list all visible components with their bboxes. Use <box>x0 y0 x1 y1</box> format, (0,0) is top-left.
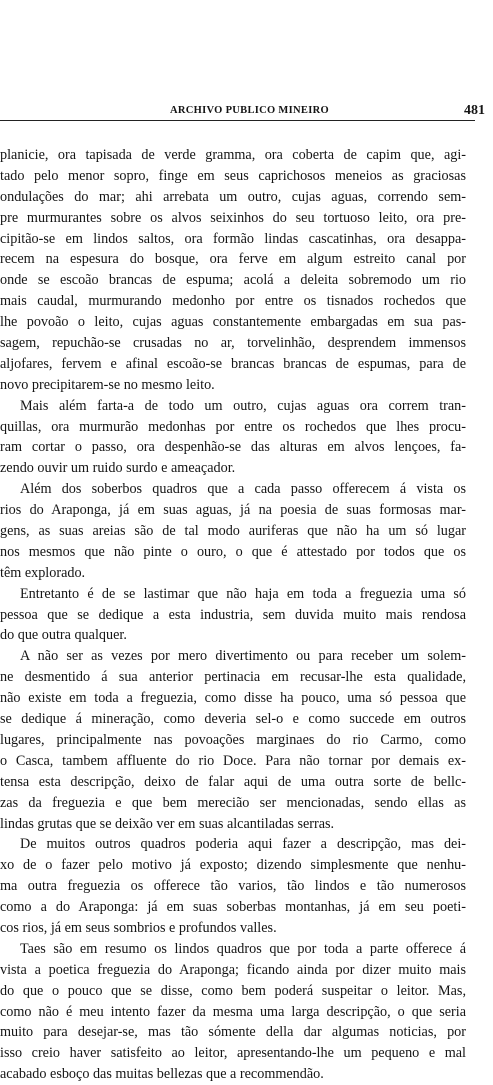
text-line: como não é meu intento fazer da mesma uma larga descripção, o que seria <box>0 1003 466 1020</box>
text-line: quillas, ora murmurão medonhas por entre os rochedos que lhes procu- <box>0 418 466 435</box>
paragraph <box>0 834 466 938</box>
paragraph <box>0 396 466 480</box>
text-line: se dedique á mineração, como deveria sel-o e como succede em outros <box>0 711 466 728</box>
text-line: tensa esta descripção, deixo de falar aqui de uma outra sorte de bellc- <box>0 773 466 790</box>
text-line: não existe em toda a freguezia, como disse ha pouco, uma só pessoa que <box>0 690 466 707</box>
text-line: isso creio haver satisfeito ao leitor, apresentando-lhe um pequeno e mal <box>0 1045 466 1062</box>
text-line: ma outra freguezia os offerece tão varios, tão lindos e tão numerosos <box>0 878 466 895</box>
paragraph <box>0 479 466 583</box>
text-line: do que o pouco que se disse, como bem poderá suspeitar o leitor. Mas, <box>0 982 466 999</box>
text-line: têm explorado. <box>0 564 86 581</box>
paragraph <box>0 584 466 647</box>
text-line: recem na espesura do bosque, ora ferve em algum estreito canal por <box>0 251 466 268</box>
text-line: vista a poetica freguezia do Araponga; ficando ainda por dizer muito mais <box>0 961 466 978</box>
text-line: lugares, principalmente nas povoações marginaes do rio Carmo, como <box>0 731 466 748</box>
text-line: mais caudal, murmurando medonho por entre os tisnados rochedos que <box>0 293 466 310</box>
text-line: acabado esboço das muitas bellezas que a recommendão. <box>0 1066 324 1083</box>
paragraph <box>0 939 466 1085</box>
running-title: ARCHIVO PUBLICO MINEIRO <box>170 105 329 116</box>
text-line: Além dos soberbos quadros que a cada passo offerecem á vista os <box>20 481 466 498</box>
text-line: pre murmurantes sobre os alvos seixinhos do seu tortuoso leito, ora pre- <box>0 209 466 226</box>
text-line: aljofares, fervem e afinal escoão-se brancas brancas de espumas, para de <box>0 355 466 372</box>
text-line: nos mesmos que não pinte o ouro, o que é attestado por todos que os <box>0 543 466 560</box>
paragraph <box>0 145 466 396</box>
text-line: muito para desejar-se, mas tão sómente della dar algumas noticias, por <box>0 1024 466 1041</box>
text-line: xo de o fazer pelo motivo já exposto; dizendo simplesmente que nenhu- <box>0 857 466 874</box>
text-line: planicie, ora tapisada de verde gramma, ora coberta de capim que, agi- <box>0 147 466 163</box>
paragraph <box>0 646 466 834</box>
text-line: ondulações do mar; ahi arrebata um outro, cujas aguas, correndo sem- <box>0 188 466 205</box>
text-line: De muitos outros quadros poderia aqui fazer a descripção, mas dei- <box>20 836 466 853</box>
body-text <box>0 145 466 1085</box>
page-number: 481 <box>464 103 485 118</box>
text-line: lhe povoão o leito, cujas aguas constantemente embargadas em sua pas- <box>0 314 466 331</box>
text-line: do que outra qualquer. <box>0 627 127 644</box>
text-line: Taes são em resumo os lindos quadros que por toda a parte offerece á <box>20 940 466 957</box>
text-line: Mais além farta-a de todo um outro, cujas aguas ora correm tran- <box>20 397 466 414</box>
text-line: onde se escoão brancas de espuma; acolá a deleita sobremodo um rio <box>0 272 466 289</box>
text-line: rios do Araponga, já em suas aguas, já na poesia de suas formosas mar- <box>0 502 466 519</box>
text-line: tado pelo menor sopro, finge em seus caprichosos meneios as graciosas <box>0 167 466 184</box>
header-rule <box>0 120 475 121</box>
text-line: ram cortar o passo, ora despenhão-se das alturas em alvos lençoes, fa- <box>0 439 466 456</box>
text-line: sagem, repuchão-se crusadas no ar, torvelinhão, desprendem immensos <box>0 335 466 352</box>
text-line: como a do Araponga: já em suas soberbas montanhas, já em seu poeti- <box>0 899 466 916</box>
text-line: zendo ouvir um ruido surdo e ameaçador. <box>0 460 236 477</box>
text-line: lindas grutas que se deixão ver em suas alcantiladas serras. <box>0 815 335 832</box>
text-line: ne desmentido á sua anterior pertinacia em recusar-lhe esta qualidade, <box>0 669 466 686</box>
text-line: o Casca, tambem affluente do rio Doce. Para não tornar por demais ex- <box>0 752 466 769</box>
text-line: cos rios, já em seus sombrios e profundos valles. <box>0 919 277 936</box>
text-line: Entretanto é de se lastimar que não haja em toda a freguezia uma só <box>20 585 466 602</box>
text-line: gens, as suas areias são de tal modo auriferas que não ha um só lugar <box>0 523 466 540</box>
text-line: cipitão-se em lindos saltos, ora formão lindas cascatinhas, ora desappa- <box>0 230 466 247</box>
text-line: pessoa que se dedique a esta industria, sem duvida muito mais rendosa <box>0 606 466 623</box>
text-line: novo precipitarem-se no mesmo leito. <box>0 376 215 393</box>
text-line: zas da freguezia e que bem merecião ser mencionadas, sendo ellas as <box>0 794 466 811</box>
text-line: A não ser as vezes por mero divertimento ou para receber um solem- <box>20 648 466 665</box>
